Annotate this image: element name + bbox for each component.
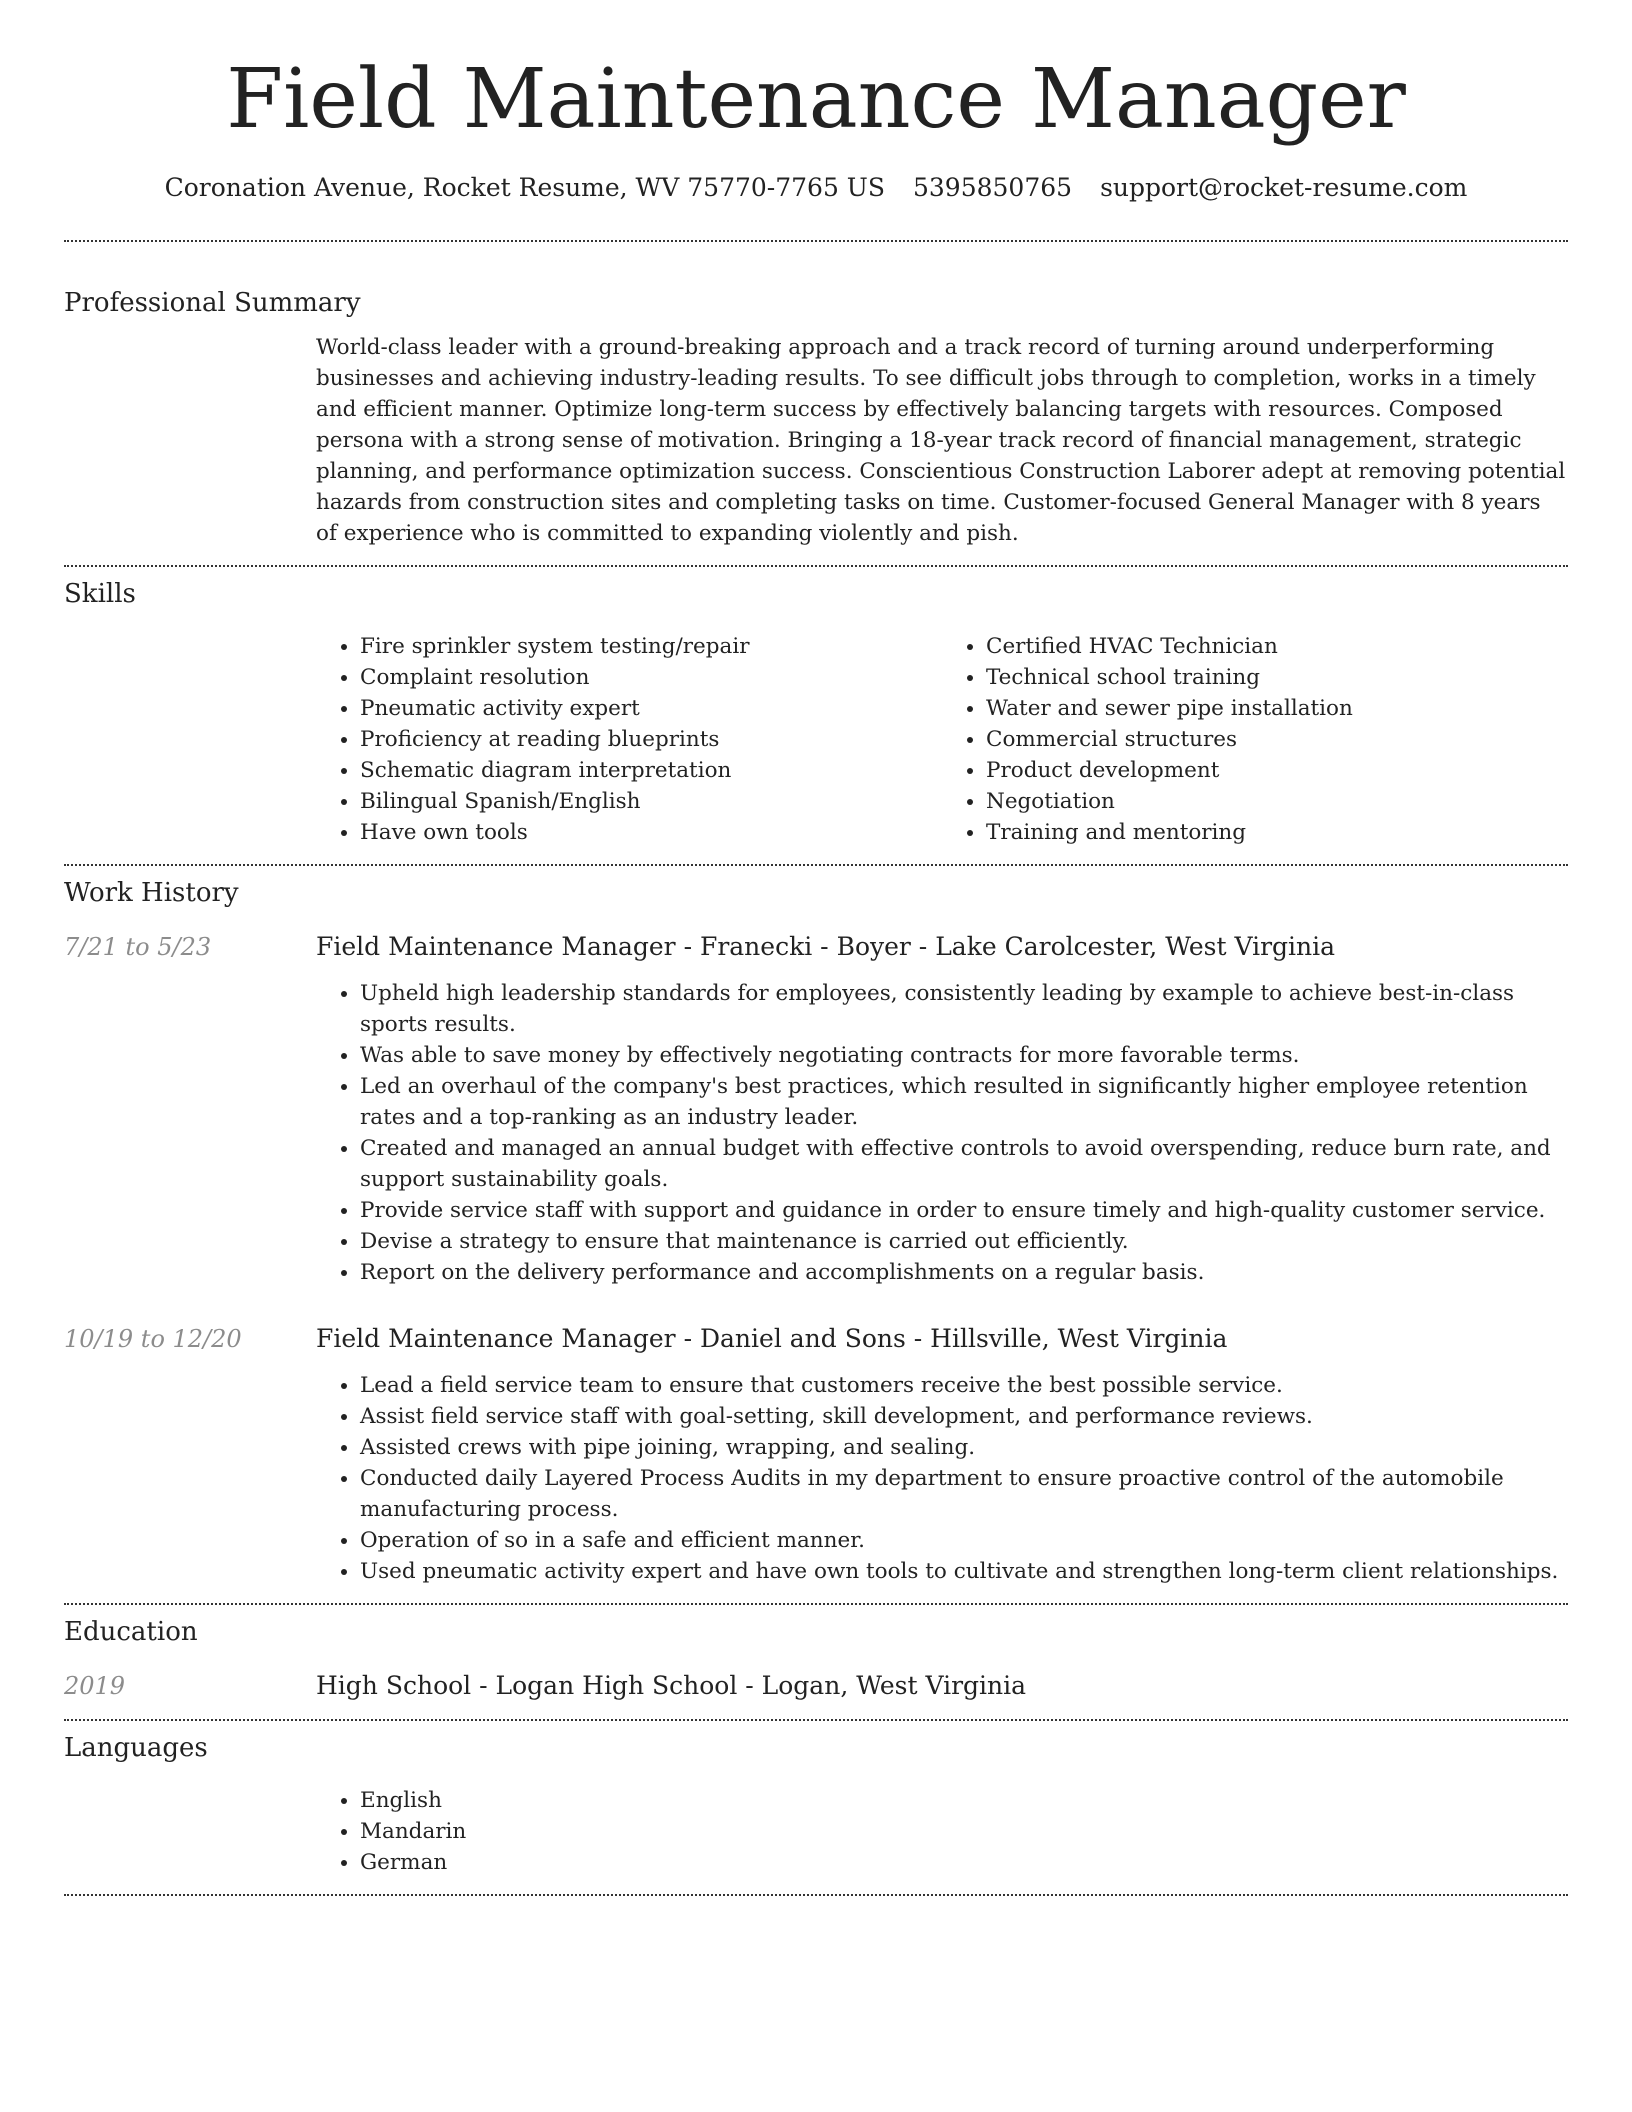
education-section — [64, 1605, 1568, 1703]
address: Coronation Avenue, Rocket Resume, WV 75770-7765 US — [164, 173, 885, 202]
work-section — [64, 866, 1568, 1587]
entry-heading — [316, 1322, 1568, 1356]
skill-item: • Bilingual Spanish/English — [360, 786, 942, 817]
list-item: • Conducted daily Layered Process Audits in my department to ensure proactive control of the automobile manufacturing process. — [360, 1463, 1568, 1525]
skills-list-right — [942, 631, 1568, 848]
skill-item: • Water and sewer pipe installation — [986, 693, 1568, 724]
work-entry — [64, 930, 1568, 1288]
entry-dates: 10/19 to 12/20 — [64, 1325, 242, 1353]
skills-list-left — [316, 631, 942, 848]
skill-item: • Training and mentoring — [986, 817, 1568, 848]
contact-line — [64, 172, 1568, 204]
summary-text: World-class leader with a ground-breaking approach and a track record of turning around underperforming businesses and achieving industry-leading results. To see difficult jobs through to completion, works in a timely and efficient manner. Optimize long-term success by effectively balancing targets with resources. Composed persona with a strong sense of motivation. Bringing a 18-year track record of financial management, strategic planning, and performance optimization success. Conscientious Construction Laborer adept at removing potential hazards from construction sites and completing tasks on time. Customer-focused General Manager with 8 years of experience who is committed to expanding violently and pish. — [316, 335, 1566, 546]
page-title: Field Maintenance Manager — [226, 52, 1406, 147]
section-title-summary: Professional Summary — [64, 288, 361, 318]
list-item: • Lead a field service team to ensure that customers receive the best possible service. — [360, 1370, 1568, 1401]
list-item: • Devise a strategy to ensure that maintenance is carried out efficiently. — [360, 1226, 1568, 1257]
skills-section — [64, 567, 1568, 848]
section-title-education: Education — [64, 1617, 198, 1647]
summary-section — [64, 242, 1568, 549]
skill-item: • Fire sprinkler system testing/repair — [360, 631, 942, 662]
list-item: • Led an overhaul of the company's best practices, which resulted in significantly higher employee retention rates and a top-ranking as an industry leader. — [360, 1071, 1568, 1133]
entry-role: Field Maintenance Manager — [316, 932, 676, 961]
list-item: • Assisted crews with pipe joining, wrapping, and sealing. — [360, 1432, 1568, 1463]
education-entry — [64, 1669, 1568, 1703]
entry-bullets — [316, 1370, 1568, 1587]
email: support@rocket-resume.com — [1100, 173, 1468, 202]
languages-section — [64, 1721, 1568, 1878]
entry-role: Field Maintenance Manager — [316, 1324, 676, 1353]
skill-item: • Complaint resolution — [360, 662, 942, 693]
language-item: • English — [360, 1785, 1568, 1816]
languages-list — [316, 1785, 1568, 1878]
section-title-skills: Skills — [64, 579, 136, 609]
language-item: • Mandarin — [360, 1816, 1568, 1847]
divider — [64, 1894, 1568, 1896]
entry-dates: 7/21 to 5/23 — [64, 933, 212, 961]
language-item: • German — [360, 1847, 1568, 1878]
phone: 5395850765 — [913, 173, 1073, 202]
entry-school: - Logan High School - Logan, West Virginia — [471, 1671, 1027, 1700]
list-item: • Used pneumatic activity expert and have own tools to cultivate and strengthen long-term client relationships. — [360, 1556, 1568, 1587]
skill-item: • Commercial structures — [986, 724, 1568, 755]
section-title-languages: Languages — [64, 1733, 208, 1763]
entry-dates: 2019 — [64, 1672, 126, 1700]
skill-item: • Product development — [986, 755, 1568, 786]
list-item: • Report on the delivery performance and accomplishments on a regular basis. — [360, 1257, 1568, 1288]
skill-item: • Negotiation — [986, 786, 1568, 817]
skill-item: • Certified HVAC Technician — [986, 631, 1568, 662]
skill-item: • Technical school training — [986, 662, 1568, 693]
entry-bullets — [316, 978, 1568, 1288]
list-item: • Assist field service staff with goal-setting, skill development, and performance reviews. — [360, 1401, 1568, 1432]
list-item: • Created and managed an annual budget with effective controls to avoid overspending, reduce burn rate, and support sustainability goals. — [360, 1133, 1568, 1195]
list-item: • Was able to save money by effectively negotiating contracts for more favorable terms. — [360, 1040, 1568, 1071]
entry-heading — [316, 930, 1568, 964]
section-title-work: Work History — [64, 878, 239, 908]
entry-degree: High School — [316, 1671, 472, 1700]
list-item: • Upheld high leadership standards for employees, consistently leading by example to achieve best-in-class sports results. — [360, 978, 1568, 1040]
skill-item: • Proficiency at reading blueprints — [360, 724, 942, 755]
entry-company: - Franecki - Boyer - Lake Carolcester, West Virginia — [675, 932, 1336, 961]
entry-heading — [316, 1669, 1568, 1703]
work-entry — [64, 1322, 1568, 1587]
skill-item: • Have own tools — [360, 817, 942, 848]
skill-item: • Pneumatic activity expert — [360, 693, 942, 724]
skill-item: • Schematic diagram interpretation — [360, 755, 942, 786]
entry-company: - Daniel and Sons - Hillsville, West Virginia — [675, 1324, 1228, 1353]
list-item: • Operation of so in a safe and efficient manner. — [360, 1525, 1568, 1556]
list-item: • Provide service staff with support and guidance in order to ensure timely and high-quality customer service. — [360, 1195, 1568, 1226]
